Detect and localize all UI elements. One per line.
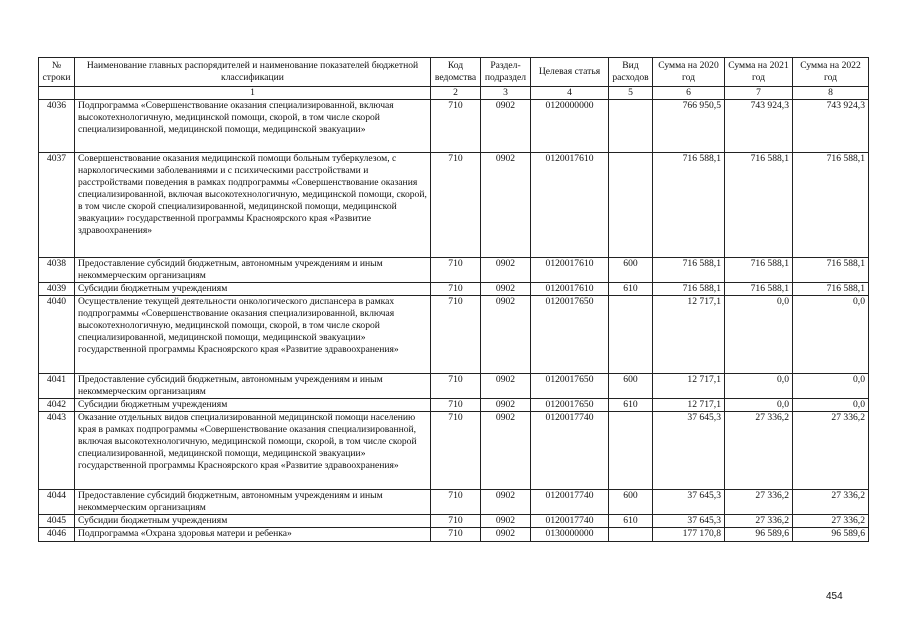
page-number: 454 [826,591,843,602]
sum-2022: 96 589,6 [793,528,869,542]
row-name: Подпрограмма «Совершенствование оказания специализированной, включая высокотехнологичную, медицинской помощи, скорой, в том числе скорой специализированной, медицинской помощи, медицинской эвакуации» [75,100,431,153]
table-row [39,374,869,399]
expense-type: 600 [609,374,653,399]
sum-2021: 716 588,1 [725,153,793,258]
row-name: Субсидии бюджетным учреждениям [75,399,431,412]
row-number: 4038 [39,258,75,283]
expense-type [609,528,653,542]
section-code: 0902 [481,490,531,515]
table-row [39,258,869,283]
target-article: 0120017740 [531,412,609,490]
dept-code: 710 [431,100,481,153]
column-number [39,87,75,100]
table-row [39,515,869,528]
dept-code: 710 [431,399,481,412]
row-name: Подпрограмма «Охрана здоровья матери и ребенка» [75,528,431,542]
expense-type: 610 [609,283,653,296]
header-row [39,58,869,87]
row-number: 4037 [39,153,75,258]
sum-2021: 0,0 [725,399,793,412]
row-name: Совершенствование оказания медицинской помощи больным туберкулезом, с наркологическими заболеваниями и с психическими расстройствами и расстройствами поведения в рамках подпрограммы «Совершенствование оказания специализированной, включая высокотехнологичную, медицинской помощи, скорой, в том числе скорой специализированной, медицинской помощи, медицинской эвакуации» государственной программы Красноярского края «Развитие здравоохранения» [75,153,431,258]
sum-2022: 716 588,1 [793,258,869,283]
table-row [39,153,869,258]
expense-type [609,296,653,374]
dept-code: 710 [431,528,481,542]
sum-2020: 716 588,1 [653,283,725,296]
header-expense-type: Вид расходов [609,58,653,87]
sum-2021: 27 336,2 [725,490,793,515]
header-sum-2022: Сумма на 2022 год [793,58,869,87]
section-code: 0902 [481,528,531,542]
header-target-article: Целевая статья [531,58,609,87]
table-row [39,399,869,412]
section-code: 0902 [481,296,531,374]
target-article: 0120017610 [531,153,609,258]
expense-type: 610 [609,515,653,528]
budget-table [38,57,869,542]
row-name: Предоставление субсидий бюджетным, автономным учреждениям и иным некоммерческим организациям [75,258,431,283]
table-row [39,283,869,296]
column-number-row [39,87,869,100]
header-name: Наименование главных распорядителей и наименование показателей бюджетной классификации [75,58,431,87]
sum-2020: 37 645,3 [653,412,725,490]
row-name: Предоставление субсидий бюджетным, автономным учреждениям и иным некоммерческим организациям [75,490,431,515]
section-code: 0902 [481,153,531,258]
expense-type: 600 [609,490,653,515]
dept-code: 710 [431,374,481,399]
target-article: 0120000000 [531,100,609,153]
sum-2022: 27 336,2 [793,490,869,515]
sum-2021: 743 924,3 [725,100,793,153]
dept-code: 710 [431,296,481,374]
target-article: 0130000000 [531,528,609,542]
row-name: Осуществление текущей деятельности онкологического диспансера в рамках подпрограммы «Совершенствование оказания специализированной, включая высокотехнологичную, медицинской помощи, скорой, в том числе скорой специализированной, медицинской помощи, медицинской эвакуации» государственной программы Красноярского края «Развитие здравоохранения» [75,296,431,374]
table-row [39,296,869,374]
dept-code: 710 [431,412,481,490]
sum-2020: 766 950,5 [653,100,725,153]
section-code: 0902 [481,258,531,283]
target-article: 0120017610 [531,258,609,283]
row-name: Предоставление субсидий бюджетным, автономным учреждениям и иным некоммерческим организациям [75,374,431,399]
row-name: Оказание отдельных видов специализированной медицинской помощи населению края в рамках подпрограммы «Совершенствование оказания специализированной, включая высокотехнологичную, медицинской помощи, скорой, в том числе скорой специализированной, медицинской помощи, медицинской эвакуации» государственной программы Красноярского края «Развитие здравоохранения» [75,412,431,490]
row-name: Субсидии бюджетным учреждениям [75,283,431,296]
target-article: 0120017610 [531,283,609,296]
row-number: 4045 [39,515,75,528]
column-number: 6 [653,87,725,100]
sum-2021: 0,0 [725,296,793,374]
section-code: 0902 [481,515,531,528]
sum-2022: 0,0 [793,296,869,374]
sum-2021: 716 588,1 [725,283,793,296]
table-row [39,412,869,490]
row-number: 4039 [39,283,75,296]
row-number: 4041 [39,374,75,399]
row-number: 4044 [39,490,75,515]
row-number: 4043 [39,412,75,490]
sum-2022: 0,0 [793,399,869,412]
column-number: 2 [431,87,481,100]
dept-code: 710 [431,258,481,283]
sum-2021: 27 336,2 [725,515,793,528]
section-code: 0902 [481,374,531,399]
sum-2020: 716 588,1 [653,258,725,283]
table-row [39,528,869,542]
sum-2022: 716 588,1 [793,283,869,296]
column-number: 1 [75,87,431,100]
column-number: 7 [725,87,793,100]
expense-type [609,412,653,490]
section-code: 0902 [481,399,531,412]
header-dept-code: Код ведомства [431,58,481,87]
sum-2020: 37 645,3 [653,490,725,515]
table-body [39,87,869,542]
sum-2020: 12 717,1 [653,374,725,399]
dept-code: 710 [431,515,481,528]
column-number: 8 [793,87,869,100]
column-number: 4 [531,87,609,100]
column-number: 3 [481,87,531,100]
sum-2022: 716 588,1 [793,153,869,258]
sum-2020: 37 645,3 [653,515,725,528]
header-row-number: № строки [39,58,75,87]
target-article: 0120017650 [531,296,609,374]
row-name: Субсидии бюджетным учреждениям [75,515,431,528]
expense-type: 610 [609,399,653,412]
section-code: 0902 [481,100,531,153]
sum-2022: 27 336,2 [793,515,869,528]
sum-2021: 716 588,1 [725,258,793,283]
expense-type [609,100,653,153]
header-sum-2020: Сумма на 2020 год [653,58,725,87]
target-article: 0120017740 [531,515,609,528]
row-number: 4040 [39,296,75,374]
sum-2020: 177 170,8 [653,528,725,542]
section-code: 0902 [481,412,531,490]
table-row [39,100,869,153]
dept-code: 710 [431,283,481,296]
sum-2021: 27 336,2 [725,412,793,490]
header-sum-2021: Сумма на 2021 год [725,58,793,87]
sum-2020: 12 717,1 [653,296,725,374]
sum-2022: 27 336,2 [793,412,869,490]
table-row [39,490,869,515]
section-code: 0902 [481,283,531,296]
target-article: 0120017650 [531,374,609,399]
sum-2022: 0,0 [793,374,869,399]
sum-2021: 96 589,6 [725,528,793,542]
sum-2021: 0,0 [725,374,793,399]
expense-type: 600 [609,258,653,283]
row-number: 4036 [39,100,75,153]
expense-type [609,153,653,258]
sum-2020: 12 717,1 [653,399,725,412]
sum-2020: 716 588,1 [653,153,725,258]
dept-code: 710 [431,153,481,258]
dept-code: 710 [431,490,481,515]
row-number: 4046 [39,528,75,542]
target-article: 0120017740 [531,490,609,515]
row-number: 4042 [39,399,75,412]
target-article: 0120017650 [531,399,609,412]
sum-2022: 743 924,3 [793,100,869,153]
header-section: Раздел-подраздел [481,58,531,87]
column-number: 5 [609,87,653,100]
